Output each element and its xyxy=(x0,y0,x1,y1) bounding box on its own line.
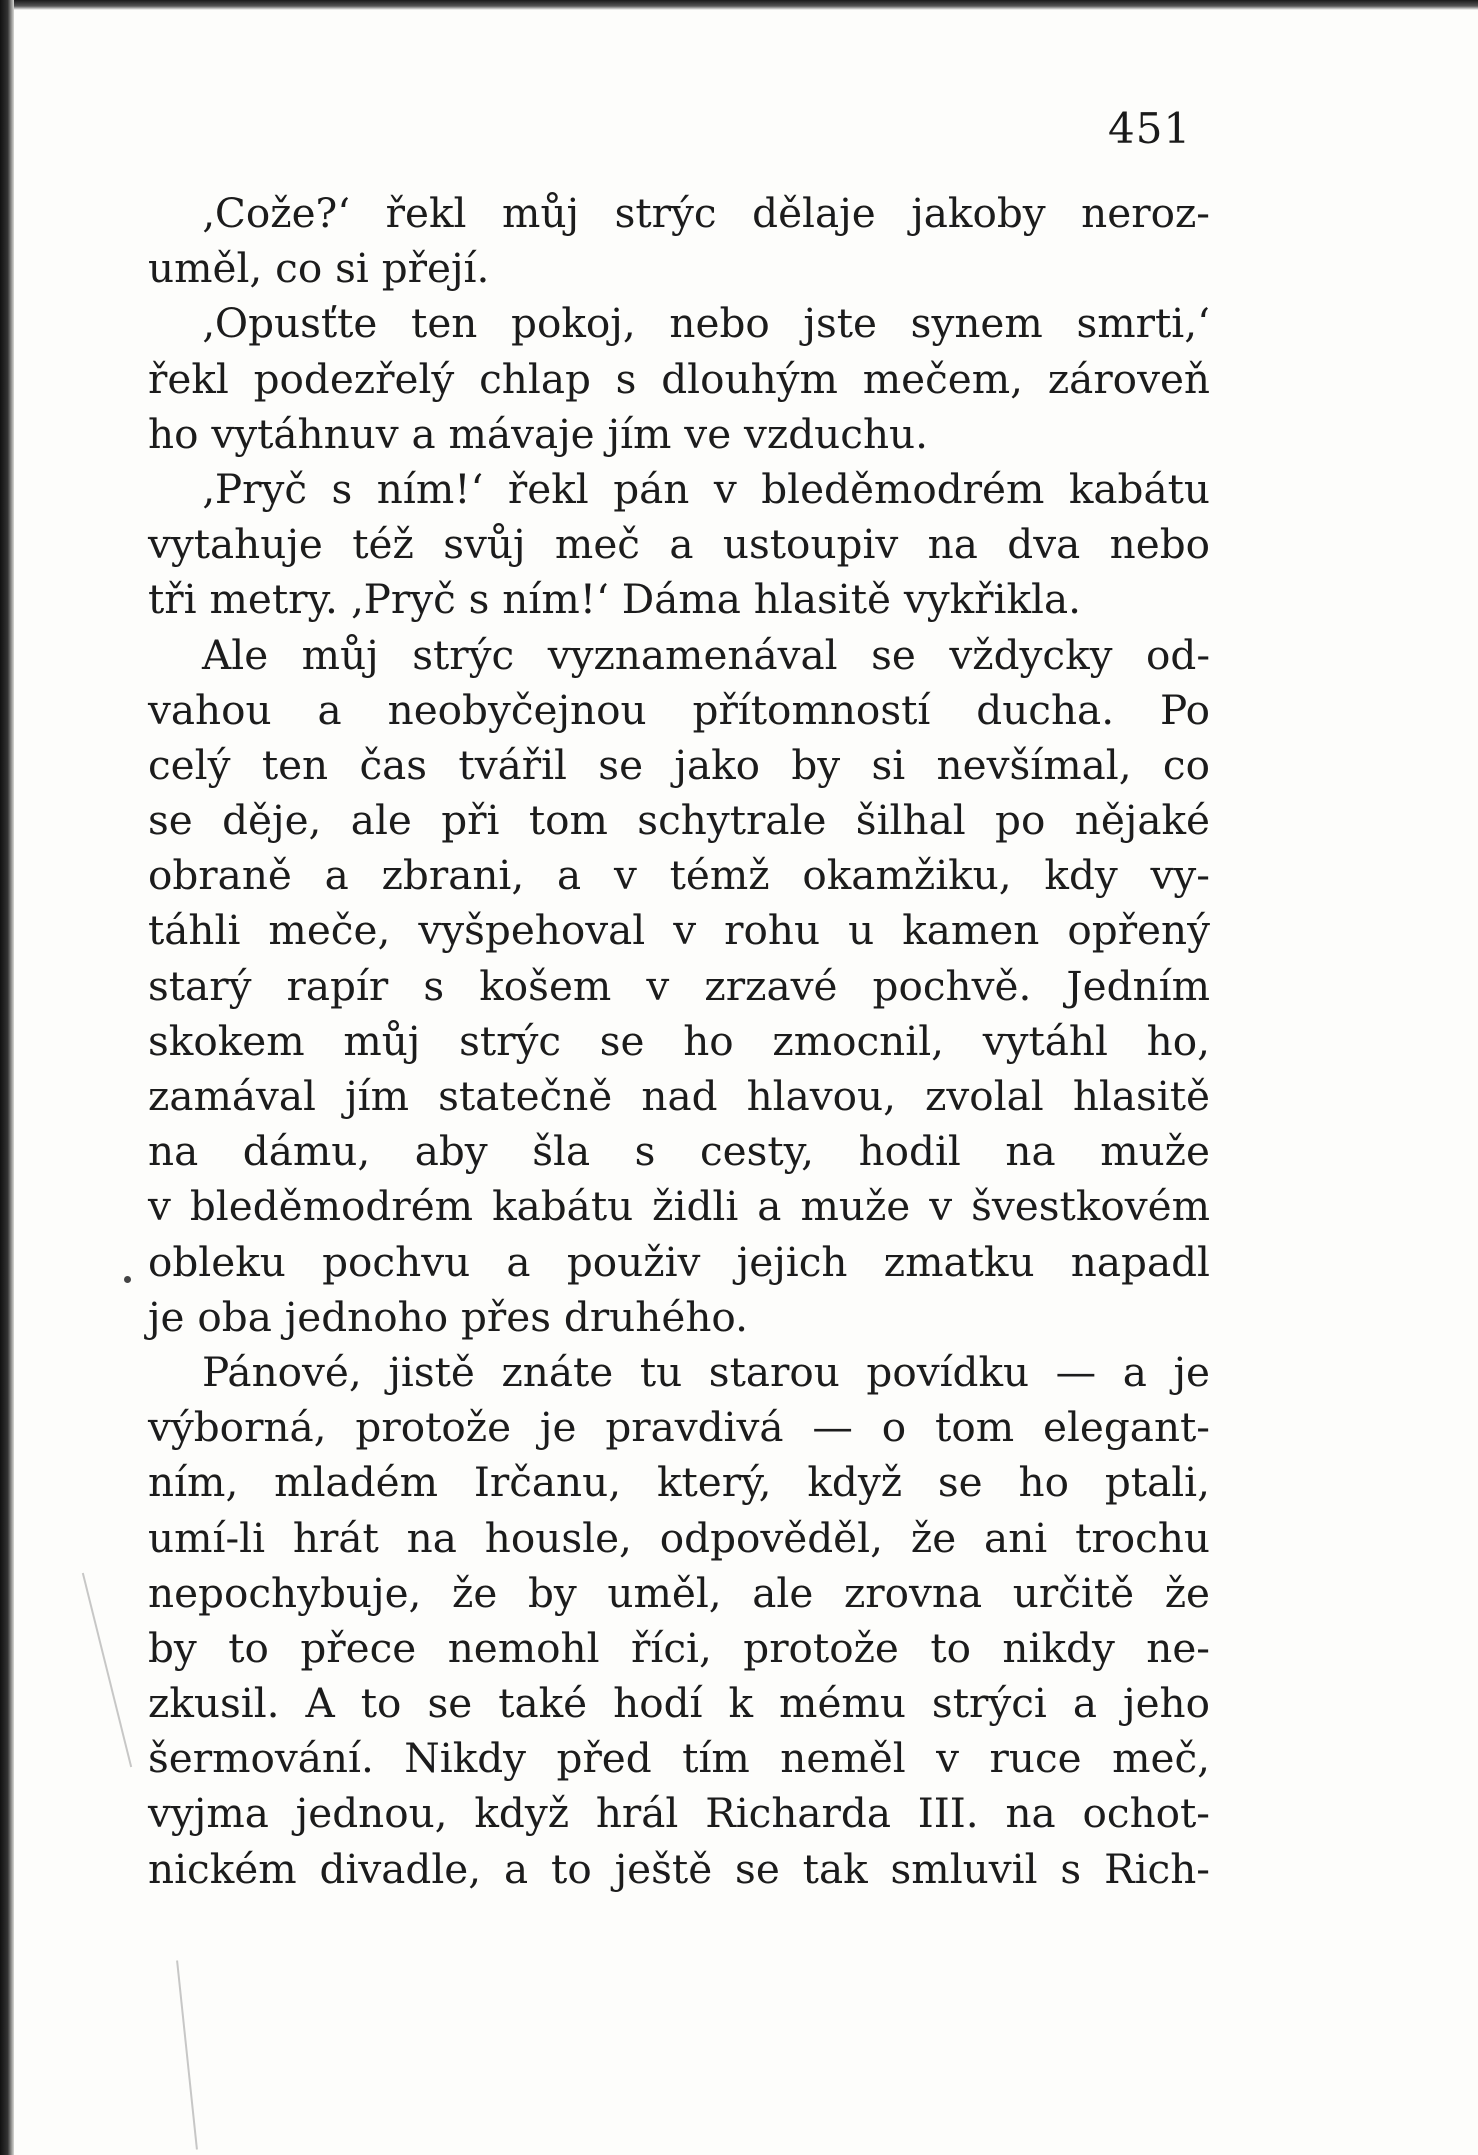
text-line: umí-li hrát na housle, odpověděl, že ani trochu xyxy=(148,1513,1210,1562)
text-line: se děje, ale při tom schytrale šilhal po nějaké xyxy=(148,796,1210,845)
text-line: ‚Pryč s ním!‘ řekl pán v bleděmodrém kabátu xyxy=(202,464,1210,513)
text-line: obleku pochvu a použiv jejich zmatku napadl xyxy=(148,1237,1210,1286)
scan-top-edge xyxy=(0,0,1478,10)
text-line: Pánové, jistě znáte tu starou povídku — a je xyxy=(202,1347,1210,1396)
text-line: výborná, protože je pravdivá — o tom elegant- xyxy=(148,1403,1210,1452)
margin-scan-line xyxy=(176,1960,198,2149)
text-line: Ale můj strýc vyznamenával se vždycky od- xyxy=(202,630,1210,679)
text-line: by to přece nemohl říci, protože to nikdy ne- xyxy=(148,1623,1210,1672)
text-line: v bleděmodrém kabátu židli a muže v švestkovém xyxy=(148,1182,1210,1231)
text-line: celý ten čas tvářil se jako by si nevšímal, co xyxy=(148,740,1210,789)
margin-dot xyxy=(124,1276,131,1283)
text-line: na dámu, aby šla s cesty, hodil na muže xyxy=(148,1127,1210,1176)
text-line: starý rapír s košem v zrzavé pochvě. Jedním xyxy=(148,961,1210,1010)
text-line: je oba jednoho přes druhého. xyxy=(148,1292,748,1341)
text-line: řekl podezřelý chlap s dlouhým mečem, zároveň xyxy=(148,354,1210,403)
text-line: obraně a zbrani, a v témž okamžiku, kdy vy- xyxy=(148,851,1210,900)
text-line: zamával jím statečně nad hlavou, zvolal hlasitě xyxy=(148,1072,1210,1120)
text-line: táhli meče, vyšpehoval v rohu u kamen opřený xyxy=(148,906,1210,955)
text-line: ho vytáhnuv a mávaje jím ve vzduchu. xyxy=(148,409,928,458)
text-line: zkusil. A to se také hodí k mému strýci a jeho xyxy=(148,1679,1210,1728)
text-line: vahou a neobyčejnou přítomností ducha. Po xyxy=(148,685,1210,734)
text-line: vytahuje též svůj meč a ustoupiv na dva nebo xyxy=(148,520,1210,569)
text-line: vyjma jednou, když hrál Richarda III. na ochot- xyxy=(148,1789,1210,1838)
text-line: ‚Cože?‘ řekl můj strýc dělaje jakoby neroz- xyxy=(202,189,1210,237)
text-line: ním, mladém Irčanu, který, když se ho ptali, xyxy=(148,1458,1210,1507)
page-number: 451 xyxy=(1108,104,1192,153)
binding-edge xyxy=(0,0,14,2155)
text-line: uměl, co si přejí. xyxy=(148,244,490,293)
body-text xyxy=(148,186,1210,1897)
text-line: nickém divadle, a to ještě se tak smluvil s Rich- xyxy=(148,1844,1210,1893)
text-line: skokem můj strýc se ho zmocnil, vytáhl ho, xyxy=(148,1016,1210,1065)
text-line: nepochybuje, že by uměl, ale zrovna určitě že xyxy=(148,1568,1210,1617)
text-line: ‚Opusťte ten pokoj, nebo jste synem smrti,‘ xyxy=(202,299,1210,348)
text-line: šermování. Nikdy před tím neměl v ruce meč, xyxy=(148,1734,1210,1783)
margin-scan-line xyxy=(82,1573,132,1768)
text-line: tři metry. ‚Pryč s ním!‘ Dáma hlasitě vykřikla. xyxy=(148,575,1081,624)
